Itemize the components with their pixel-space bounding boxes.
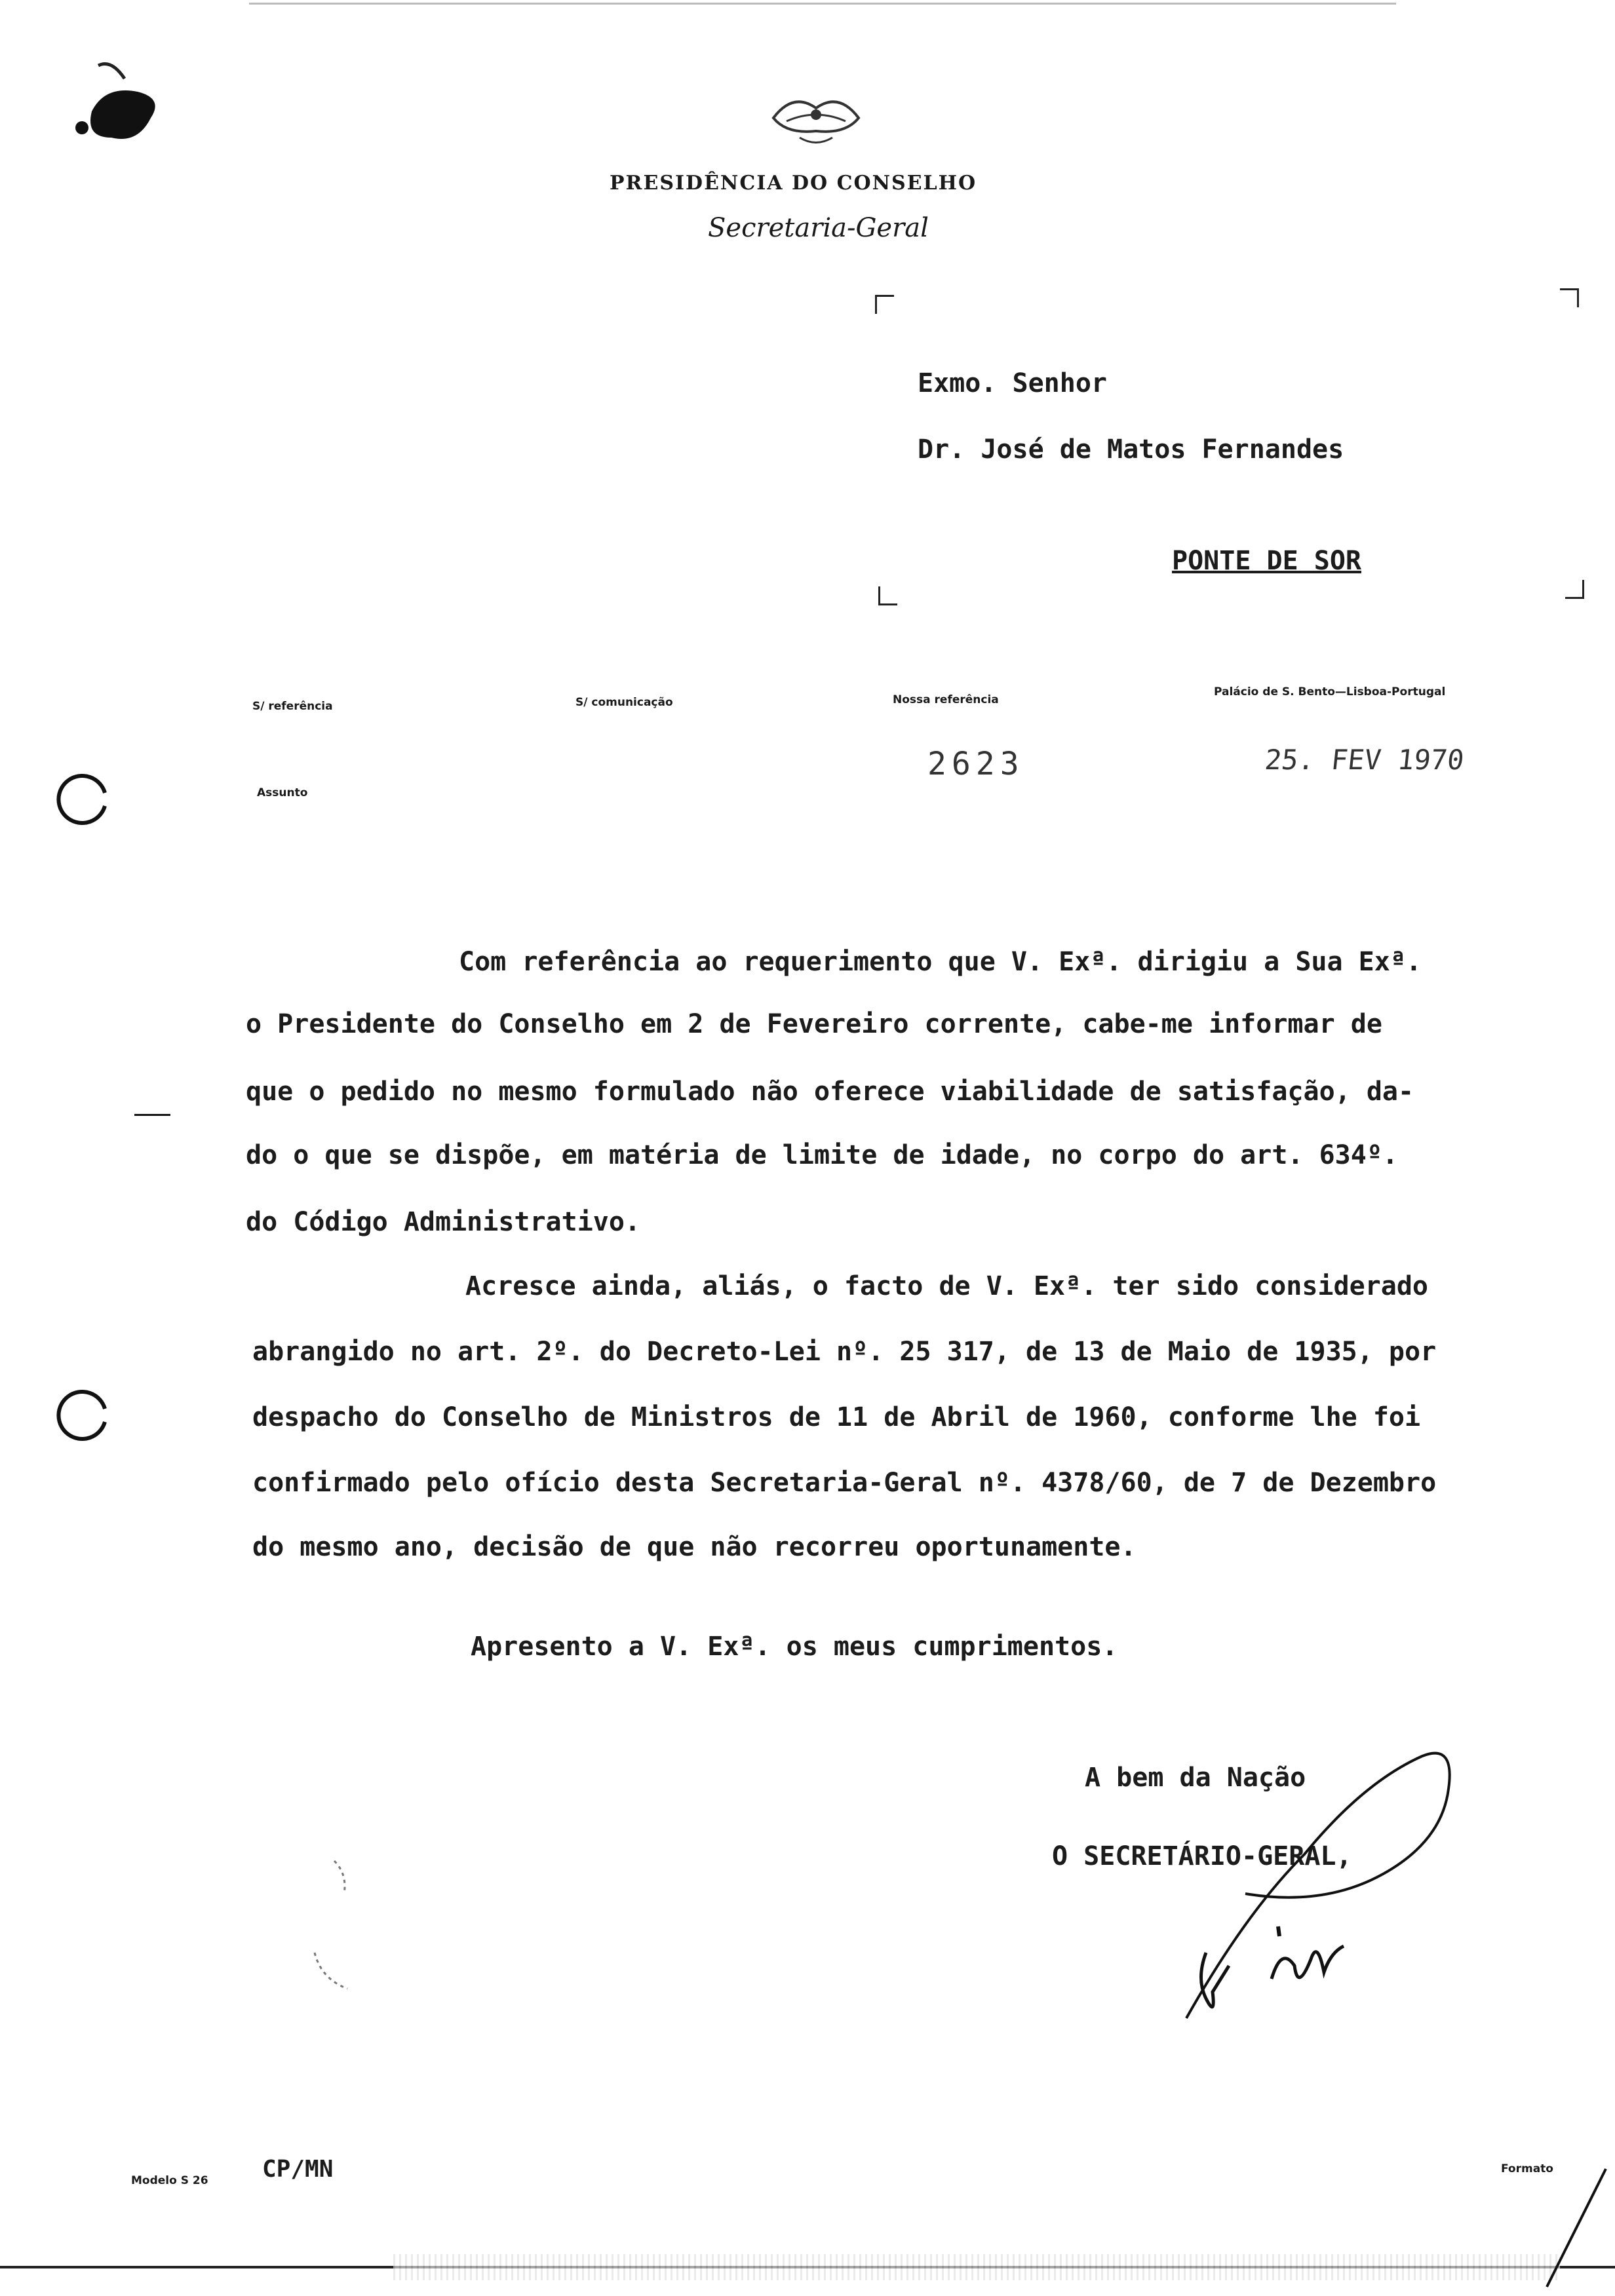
location-label: Palácio de S. Bento—Lisboa-Portugal: [1214, 685, 1446, 698]
our-reference-label: Nossa referência: [893, 693, 999, 706]
institution-name: PRESIDÊNCIA DO CONSELHO: [610, 172, 977, 195]
paragraph-1-line: do o que se dispõe, em matéria de limite de idade, no corpo do art. 634º.: [246, 1140, 1398, 1170]
handwritten-signature: [1167, 1717, 1468, 2044]
address-name: Dr. José de Matos Fernandes: [918, 434, 1344, 465]
stray-pencil-mark: [308, 1848, 367, 2018]
paragraph-2-line: despacho do Conselho de Ministros de 11 de Abril de 1960, conforme lhe foi: [252, 1402, 1421, 1432]
ink-blot-top-left: [66, 46, 170, 151]
paragraph-2-line: Acresce ainda, aliás, o facto de V. Exª. ter sido considerado: [465, 1271, 1429, 1301]
address-corner-top-left: [875, 295, 894, 314]
typist-initials: CP/MN: [262, 2156, 334, 2183]
model-number: Modelo S 26: [131, 2174, 208, 2187]
address-salutation: Exmo. Senhor: [918, 368, 1107, 398]
department-name: Secretaria-Geral: [708, 213, 929, 243]
paragraph-2-line: do mesmo ano, decisão de que não recorreu oportunamente.: [252, 1532, 1137, 1562]
your-communication-label: S/ comunicação: [575, 696, 673, 709]
address-place: PONTE DE SOR: [1172, 546, 1361, 576]
paragraph-1-line: o Presidente do Conselho em 2 de Fevereiro corrente, cabe-me informar de: [246, 1009, 1382, 1039]
our-reference-number: 2623: [927, 746, 1024, 782]
your-reference-label: S/ referência: [252, 700, 333, 713]
address-corner-bottom-left: [878, 586, 897, 605]
signature-valediction: A bem da Nação: [1085, 1763, 1306, 1793]
paragraph-1-line: Com referência ao requerimento que V. Exª. dirigiu a Sua Exª.: [459, 947, 1422, 977]
margin-mark: [134, 1114, 170, 1116]
top-edge-scan-line: [249, 3, 1396, 5]
date-stamp: 25. FEV 1970: [1263, 744, 1466, 776]
bottom-right-fold-line: [1521, 2162, 1612, 2293]
punch-hole-icon: [52, 767, 111, 826]
signature-title: O SECRETÁRIO-GERAL,: [1052, 1841, 1352, 1871]
emblem-icon: [767, 88, 865, 151]
paper-format-label: Formato: [1501, 2162, 1553, 2175]
paragraph-2-line: abrangido no art. 2º. do Decreto-Lei nº. 25 317, de 13 de Maio de 1935, por: [252, 1337, 1437, 1367]
paragraph-1-line: que o pedido no mesmo formulado não oferece viabilidade de satisfação, da-: [246, 1077, 1414, 1107]
subject-label: Assunto: [257, 786, 308, 799]
punch-hole-icon: [52, 1383, 111, 1442]
closing-line: Apresento a V. Exª. os meus cumprimentos.: [471, 1632, 1118, 1662]
bottom-edge-noise: [393, 2254, 1560, 2280]
paragraph-1-line: do Código Administrativo.: [246, 1207, 641, 1237]
address-corner-bottom-right: [1565, 580, 1584, 599]
paragraph-2-line: confirmado pelo ofício desta Secretaria-Geral nº. 4378/60, de 7 de Dezembro: [252, 1468, 1437, 1498]
address-corner-top-right: [1560, 288, 1579, 307]
